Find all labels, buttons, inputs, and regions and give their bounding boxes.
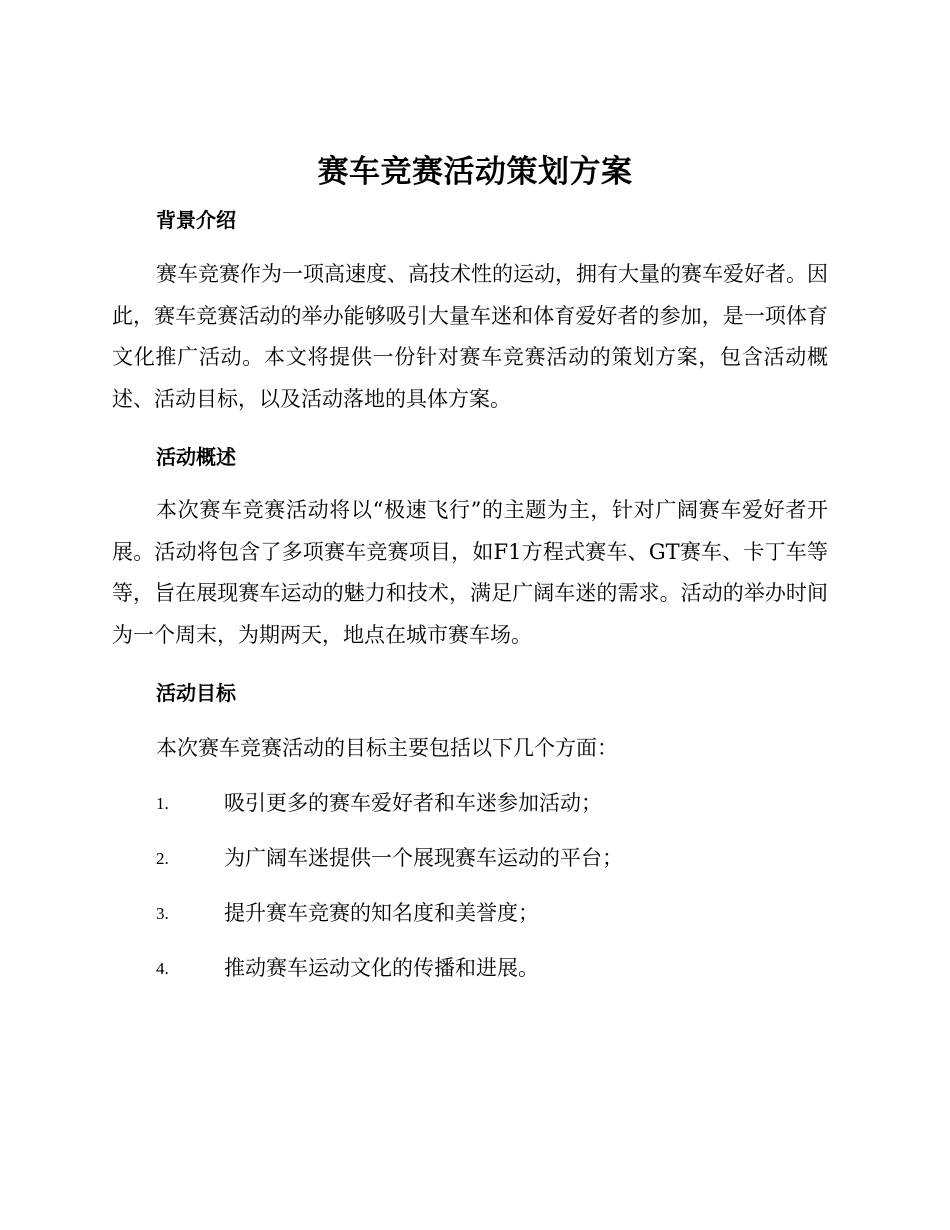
goal-list-number: 2. xyxy=(156,849,169,868)
section-paragraph-overview: 本次赛车竞赛活动将以“极速飞行”的主题为主，针对广阔赛车爱好者开展。活动将包含了多项赛车竞赛项目，如F1方程式赛车、GT赛车、卡丁车等等，旨在展现赛车运动的魅力和技术，满足广阔车迷的需求。活动的举办时间为一个周末，为期两天，地点在城市赛车场。 xyxy=(112,498,828,647)
goal-list-item xyxy=(156,844,836,872)
goals-lead-text: 本次赛车竞赛活动的目标主要包括以下几个方面： xyxy=(156,736,618,760)
goal-list-text: 推动赛车运动文化的传播和进展。 xyxy=(224,956,539,980)
section-heading-overview: 活动概述 xyxy=(156,445,236,469)
goal-list-text: 吸引更多的赛车爱好者和车迷参加活动； xyxy=(224,791,602,815)
section-heading-background: 背景介绍 xyxy=(156,208,236,232)
goal-list-number: 3. xyxy=(156,904,169,923)
section-paragraph-background: 赛车竞赛作为一项高速度、高技术性的运动，拥有大量的赛车爱好者。因此，赛车竞赛活动的举办能够吸引大量车迷和体育爱好者的参加，是一项体育文化推广活动。本文将提供一份针对赛车竞赛活动的策划方案，包含活动概述、活动目标，以及活动落地的具体方案。 xyxy=(112,262,828,411)
goal-list-text: 为广阔车迷提供一个展现赛车运动的平台； xyxy=(224,846,623,870)
goal-list-text: 提升赛车竞赛的知名度和美誉度； xyxy=(224,901,539,925)
goal-list-number: 4. xyxy=(156,959,169,978)
section-heading-goals: 活动目标 xyxy=(156,681,236,705)
goal-list-number: 1. xyxy=(156,794,169,813)
document-title: 赛车竞赛活动策划方案 xyxy=(317,154,633,190)
goal-list-item xyxy=(156,954,836,982)
goal-list-item xyxy=(156,789,836,817)
goal-list-item xyxy=(156,899,836,927)
